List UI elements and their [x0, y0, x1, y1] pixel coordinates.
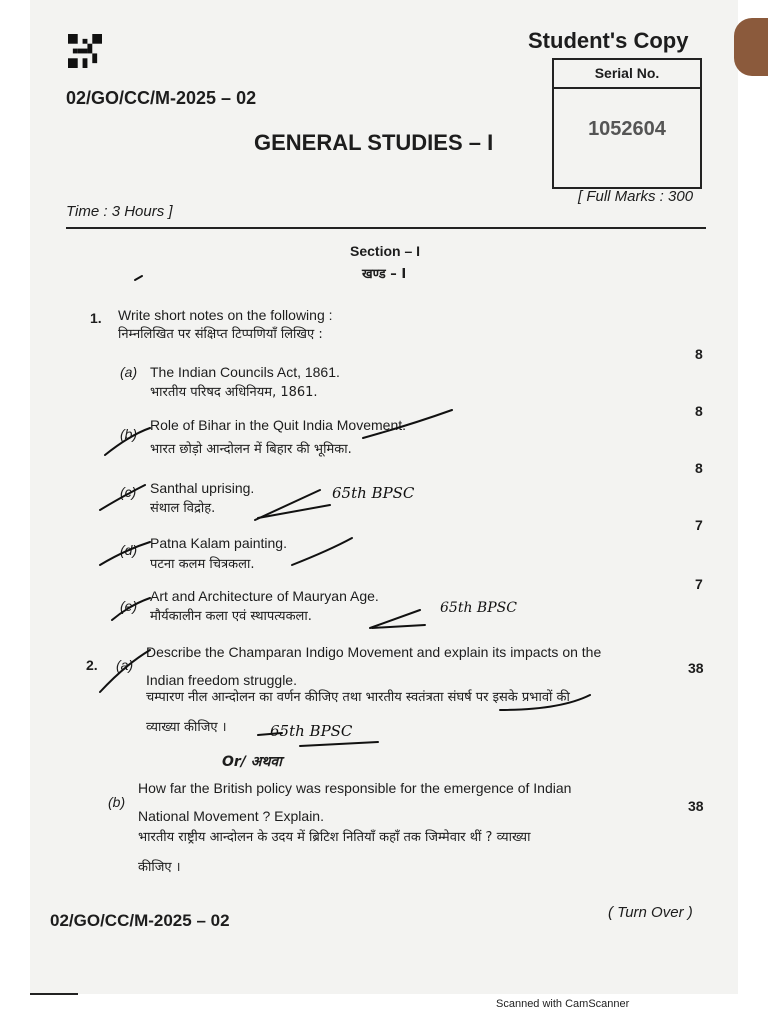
- paper-code: 02/GO/CC/M-2025 – 02: [66, 88, 257, 108]
- handwritten-note-e: 65th BPSC: [440, 600, 517, 616]
- serial-number-box: [552, 58, 702, 189]
- q1b-label: (b): [120, 426, 138, 442]
- q2-number: 2.: [86, 657, 98, 673]
- q1b-text-hindi: भारत छोड़ो आन्दोलन में बिहार की भूमिका.: [150, 442, 352, 457]
- section-title: Section – I: [350, 243, 421, 259]
- q1-number: 1.: [90, 310, 102, 326]
- students-copy-heading: Student's Copy: [528, 28, 689, 53]
- serial-number: 1052604: [588, 118, 666, 140]
- thumb-in-frame: [734, 18, 768, 76]
- time-allowed: Time : 3 Hours ]: [66, 203, 173, 220]
- q2b-text-line2: National Movement ? Explain.: [138, 808, 324, 824]
- q2b-text-hindi-line1: भारतीय राष्ट्रीय आन्दोलन के उदय में ब्रिटिश नितियाँ कहाँ तक जिम्मेवार थीं ? व्याख्या: [138, 830, 531, 845]
- q1e-marks: 7: [695, 576, 703, 592]
- q2a-marks: 38: [688, 660, 704, 676]
- q1c-label: (c): [120, 484, 137, 500]
- q1a-text: The Indian Councils Act, 1861.: [150, 364, 340, 380]
- q1e-label: (e): [120, 598, 138, 614]
- handwritten-note-c: 65th BPSC: [332, 484, 415, 502]
- scanner-watermark: Scanned with CamScanner: [496, 998, 630, 1010]
- footer-line: [30, 993, 78, 995]
- q1e-text: Art and Architecture of Mauryan Age.: [150, 588, 379, 604]
- q1c-text: Santhal uprising.: [150, 480, 255, 496]
- handwritten-note-2a: 65th BPSC: [270, 722, 353, 740]
- q1c-marks: 8: [695, 460, 703, 476]
- q2a-text-line2: Indian freedom struggle.: [146, 672, 297, 688]
- q2b-text-hindi-line2: कीजिए ।: [138, 860, 181, 875]
- turn-over: ( Turn Over ): [608, 904, 693, 921]
- q2a-label: (a): [116, 657, 134, 673]
- paper-title: GENERAL STUDIES – I: [254, 130, 494, 155]
- q1b-text: Role of Bihar in the Quit India Movement.: [150, 417, 407, 433]
- q1d-marks: 7: [695, 517, 703, 533]
- q1d-label: (d): [120, 542, 138, 558]
- q1e-text-hindi: मौर्यकालीन कला एवं स्थापत्यकला.: [150, 609, 312, 624]
- q1a-text-hindi: भारतीय परिषद अधिनियम, 1861.: [150, 385, 318, 400]
- q2b-label: (b): [108, 794, 126, 810]
- qr-code-icon: [68, 34, 102, 68]
- q2b-marks: 38: [688, 798, 704, 814]
- q1d-text: Patna Kalam painting.: [150, 535, 287, 551]
- q2a-text-hindi-line2: व्याख्या कीजिए ।: [146, 720, 227, 735]
- q1-text: Write short notes on the following :: [118, 307, 333, 323]
- or-divider: Or/ अथवा: [222, 754, 282, 770]
- q2b-text-line1: How far the British policy was responsible for the emergence of Indian: [138, 780, 572, 796]
- q1b-marks: 8: [695, 403, 703, 419]
- q1a-label: (a): [120, 364, 138, 380]
- section-title-hindi: खण्ड – I: [362, 267, 407, 282]
- q1-text-hindi: निम्नलिखित पर संक्षिप्त टिप्पणियाँ लिखिए :: [118, 327, 323, 342]
- q1c-text-hindi: संथाल विद्रोह.: [150, 501, 216, 516]
- q2a-text-line1: Describe the Champaran Indigo Movement and explain its impacts on the: [146, 644, 602, 660]
- full-marks: [ Full Marks : 300: [578, 188, 694, 205]
- q1d-text-hindi: पटना कलम चित्रकला.: [150, 557, 255, 572]
- q1a-marks: 8: [695, 346, 703, 362]
- q2a-text-hindi-line1: चम्पारण नील आन्दोलन का वर्णन कीजिए तथा भारतीय स्वतंत्रता संघर्ष पर इसके प्रभावों की: [146, 690, 570, 705]
- serial-label: Serial No.: [554, 60, 700, 89]
- footer-paper-code: 02/GO/CC/M-2025 – 02: [50, 911, 230, 930]
- header-rule: [66, 227, 706, 229]
